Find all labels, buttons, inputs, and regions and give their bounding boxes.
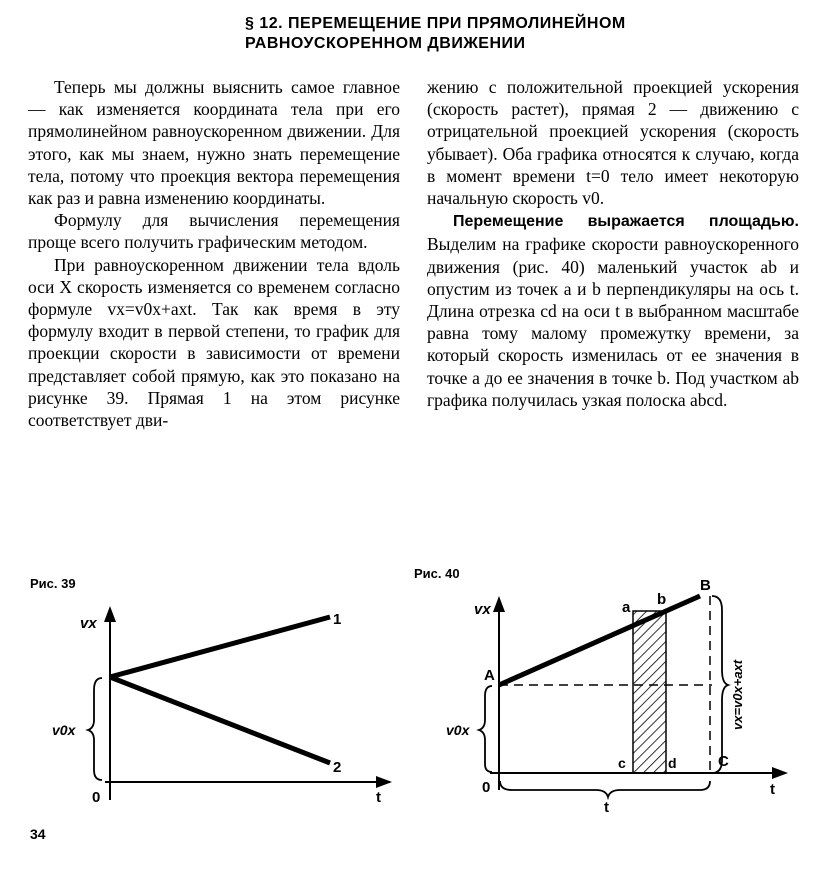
fig39-x-arrow (376, 776, 392, 788)
fig39-graph (52, 606, 392, 806)
fig40-velocity-line (499, 596, 700, 685)
fig40-strip-abcd (633, 611, 666, 773)
fig40-point-b: b (657, 591, 667, 608)
fig40-vx-brace (712, 596, 728, 773)
bold-lead: Перемещение выражается площадью. (453, 213, 799, 231)
fig40-formula: vx=v0x+axt (730, 659, 745, 730)
fig39-t-label: t (376, 789, 381, 806)
fig40-point-B: B (700, 577, 711, 594)
fig39-origin: 0 (92, 789, 101, 806)
paragraph: жению с положительной проекцией ускорения (скорость растет), прямая 2 — движению с отрицательной проекцией ускорения (скорость убывает). Оба графика относятся к случаю, когда в момент времени t=0 тело имеет некоторую начальную скорость v0. (427, 77, 799, 209)
fig40-v0-brace (479, 686, 492, 772)
fig39-v0-brace (88, 678, 102, 780)
fig40-point-c: c (618, 755, 626, 771)
fig40-y-arrow (493, 596, 505, 612)
fig40-t-axis-label: t (770, 781, 775, 798)
fig39-line-2 (110, 677, 330, 763)
fig40-v0-label: v0x (446, 722, 470, 738)
fig39-v0-label: v0x (52, 722, 76, 738)
page-number: 34 (30, 826, 46, 842)
fig40-x-arrow (772, 767, 788, 779)
paragraph-text: Выделим на графике скорости равноускоренного движения (рис. 40) маленький участок ab и опустим из точек a и b перпендикуляры на ось t. Длина отрезка cd на оси t в выбранном масштабе равна тому малому промежутку времени, за который скорость изменилась от ее значения в точке a до ее значения в точке b. Под участком ab графика получилась узкая полоска abcd. (427, 234, 799, 410)
paragraph: Теперь мы должны выяснить самое главное — как изменяется координата тела при его прямолинейном равноускоренном движении. Для этого, как мы знаем, нужно знать перемещение тела, потому что проекция вектора перемещения как раз и равна изменению координаты. (28, 77, 400, 209)
fig39-ylabel: vx (80, 615, 97, 632)
fig40-point-C: C (718, 753, 729, 770)
paragraph: Формулу для вычисления перемещения проще всего получить графическим методом. (28, 210, 400, 253)
fig40-t-brace-label: t (604, 799, 609, 816)
fig40-point-d: d (668, 755, 677, 771)
fig39-line-1 (110, 617, 330, 677)
fig39-caption: Рис. 39 (30, 576, 76, 591)
paragraph: При равноускоренном движении тела вдоль оси X скорость изменяется со временем согласно формуле vx=v0x+axt. Так как время в эту формулу входит в первой степени, то график для проекции скорости в зависимости от времени представляет собой прямую, как это показано на рисунке 39. Прямая 1 на этом рисунке соответствует дви- (28, 254, 400, 431)
fig39-line2-label: 2 (333, 759, 342, 776)
fig40-caption: Рис. 40 (414, 566, 460, 581)
fig40-origin: 0 (482, 779, 491, 796)
fig40-point-a: a (622, 599, 631, 616)
fig40-graph (446, 577, 788, 816)
fig39-line1-label: 1 (333, 611, 342, 628)
section-title: § 12. ПЕРЕМЕЩЕНИЕ ПРИ ПРЯМОЛИНЕЙНОМ РАВНОУСКОРЕННОМ ДВИЖЕНИИ (245, 15, 626, 52)
fig39-y-arrow (104, 606, 116, 622)
fig40-ylabel: vx (474, 601, 491, 618)
fig40-t-brace (500, 781, 710, 797)
fig40-point-A: A (484, 667, 495, 684)
